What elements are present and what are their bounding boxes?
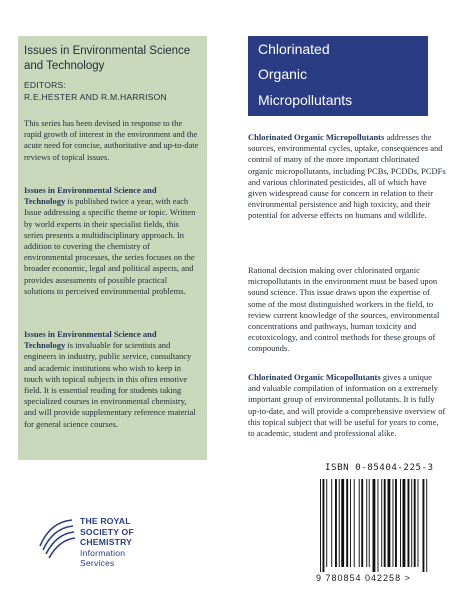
book-title-line-3: Micropollutants xyxy=(258,92,353,108)
series-name-bold: Issues in Environmental Science and Technology xyxy=(24,329,157,351)
book-title-line-2: Organic xyxy=(258,66,308,82)
series-audience-text: is invaluable for scientists and engineers in industry, public service, consultancy and academic institutions who wish to keep in touch with topical subjects in this often emotive field. It is essential reading for students taking specialized courses in environmental chemistry, and will provide supplementary reference material for general science courses. xyxy=(24,340,196,429)
editors-label: EDITORS: xyxy=(24,80,67,90)
series-publication-text: is published twice a year, with each Issue addressing a specific theme or topic. Written by world experts in their specialist fields, this series presents a multidisciplinary approach. In addition to covering the chemistry of environmental processes, the series focuses on the broader economic, legal and political aspects, and provides assessments of possible practical solutions to perceived environmental problems. xyxy=(24,196,196,296)
publisher-line-2: SOCIETY OF xyxy=(80,526,134,537)
book-summary-paragraph xyxy=(248,132,446,222)
book-value-paragraph xyxy=(248,372,446,439)
editors-names: R.E.HESTER AND R.M.HARRISON xyxy=(24,91,167,102)
editors-block xyxy=(24,80,199,103)
series-title: Issues in Environmental Science and Technology xyxy=(24,45,191,72)
series-publication-info xyxy=(24,185,199,297)
publisher-line-1: THE ROYAL xyxy=(80,516,131,526)
series-description: This series has been devised in response to the rapid growth of interest in the environment and the acute need for concise, authoritative and up-to-date reviews of topical issues. xyxy=(24,118,199,162)
series-audience-info xyxy=(24,329,199,430)
book-title-bold: Chlorinated Organic Micropollutants xyxy=(248,132,385,142)
isbn-label: ISBN 0-85404-225-3 xyxy=(325,462,434,473)
publisher-line-5: Services xyxy=(80,558,115,568)
barcode xyxy=(316,477,444,572)
book-value-text: gives a unique and valuable compilation of information on a extremely important group of environmental pollutants. It is fully up-to-date, and will provide a comprehensive overview of this topical subject that will be useful for years to come, to academic, student and professional alike. xyxy=(248,372,446,439)
publisher-name xyxy=(80,516,134,569)
book-rationale-paragraph: Rational decision making over chlorinated organic micropollutants in the environment must be based upon sound science. This issue draws upon the expertise of some of the most distinguished workers in the field, to review current knowledge of the sources, environmental concentrations and pathways, human toxicity and ecotoxicology, and control methods for these groups of compounds. xyxy=(248,265,440,354)
book-title-line-1: Chlorinated xyxy=(258,41,330,57)
book-title-bold: Chlorinated Organic Micopollutants xyxy=(248,372,381,382)
barcode-number: 9 780854 042258 > xyxy=(316,573,411,583)
publisher-line-3: CHEMISTRY xyxy=(80,537,133,547)
publisher-line-4: Information xyxy=(80,547,126,558)
series-name-bold: Issues in Environmental Science and Technology xyxy=(24,185,157,207)
book-summary-text: addresses the sources, environmental cycles, uptake, consequences and control of many of the more important chlorinated organic micropollutants, including PCBs, PCDDs, PCDFs and various chlorinated pesticides, all of which have given widespread cause for concern in relation to their environmental persistence and high toxicity, and their potential for adverse effects on humans and wildlife. xyxy=(248,132,446,221)
rsc-logo-icon xyxy=(36,516,76,560)
